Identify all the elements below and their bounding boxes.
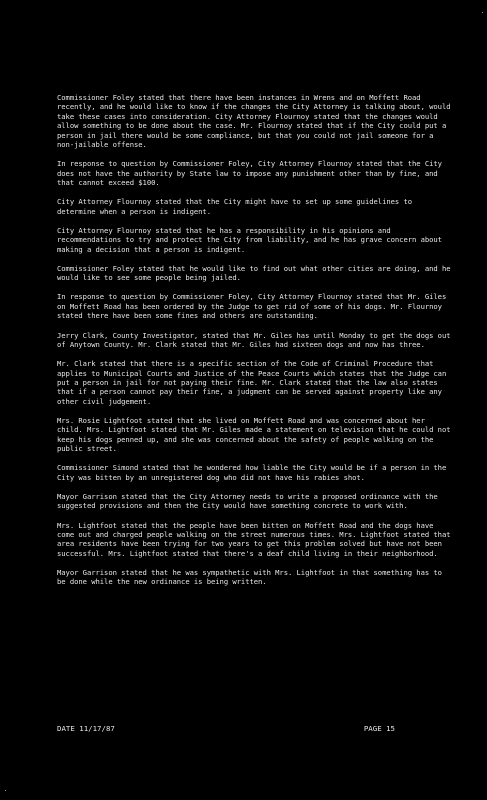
- paragraph: Mrs. Rosie Lightfoot stated that she lived on Moffett Road and was concerned about her child. Mrs. Lightfoot stated that Mr. Giles made a statement on television that he could not keep his dogs penned up, and she was concerned about the safety of people walking on the public street.: [57, 415, 451, 454]
- paragraph: Mr. Clark stated that there is a specific section of the Code of Criminal Procedure that applies to Municipal Courts and Justice of the Peace Courts which states that the Judge can put a person in jail for not paying their fine. Mr. Clark stated that the law also states that if a person cannot pay their fine, a judgment can be served against property like any other civil judgement.: [57, 359, 447, 406]
- minutes-body: [57, 93, 451, 597]
- paragraph: Commissioner Foley stated that there have been instances in Wrens and on Moffett Road recently, and he would like to know if the changes the City Attorney is talking about, would take these cases into consideration. City Attorney Flournoy stated that the changes would allow something to be done about the case. Mr. Flournoy stated that if the City could put a person in jail there would be some compliance, but that you could not jail someone for a non-jailable offense.: [57, 93, 451, 150]
- paragraph: City Attorney Flournoy stated that he has a responsibility in his opinions and recommendations to try and protect the City from liability, and he has grave concern about making a decision that a person is indigent.: [57, 225, 442, 254]
- footer-page-number: PAGE 15: [363, 724, 395, 733]
- paragraph: Mayor Garrison stated that he was sympathetic with Mrs. Lightfoot in that something has to be done while the new ordinance is being written.: [57, 568, 442, 587]
- paragraph: Jerry Clark, County Investigator, stated that Mr. Giles has until Monday to get the dogs out of Anytown County. Mr. Clark stated that Mr. Giles had sixteen dogs and now has three.: [57, 330, 451, 349]
- paragraph: Mrs. Lightfoot stated that the people have been bitten on Moffett Road and the dogs have come out and charged people walking on the street numerous times. Mrs. Lightfoot stated that area residents have been trying for two years to get this problem solved but have not been successful. Mrs. Lightfoot stated that there's a deaf child living in their neighborhood.: [57, 520, 451, 558]
- paragraph: Commissioner Foley stated that he would like to find out what other cities are doing, and he would like to see some people being jailed.: [57, 263, 451, 283]
- paragraph: Mayor Garrison stated that the City Attorney needs to write a proposed ordinance with the suggested provisions and then the City would have something concrete to work with.: [57, 491, 438, 511]
- paragraph: Commissioner Simond stated that he wondered how liable the City would be if a person in the City was bitten by an unregistered dog who did not have his rabies shot.: [57, 463, 447, 482]
- footer-date: DATE 11/17/87: [57, 724, 115, 733]
- scan-speck: [5, 790, 6, 791]
- paragraph: In response to question by Commissioner Foley, City Attorney Flournoy stated that Mr. Giles on Moffett Road has been ordered by the Judge to get rid of some of his dogs. Mr. Flournoy stated there have been some fines and others are outstanding.: [57, 292, 447, 321]
- paragraph: City Attorney Flournoy stated that the City might have to set up some guidelines to determine when a person is indigent.: [57, 197, 413, 216]
- paragraph: In response to question by Commissioner Foley, City Attorney Flournoy stated that the City does not have the authority by State law to impose any punishment other than by fine, and that cannot exceed $100.: [57, 159, 442, 188]
- scan-speck: [482, 12, 483, 13]
